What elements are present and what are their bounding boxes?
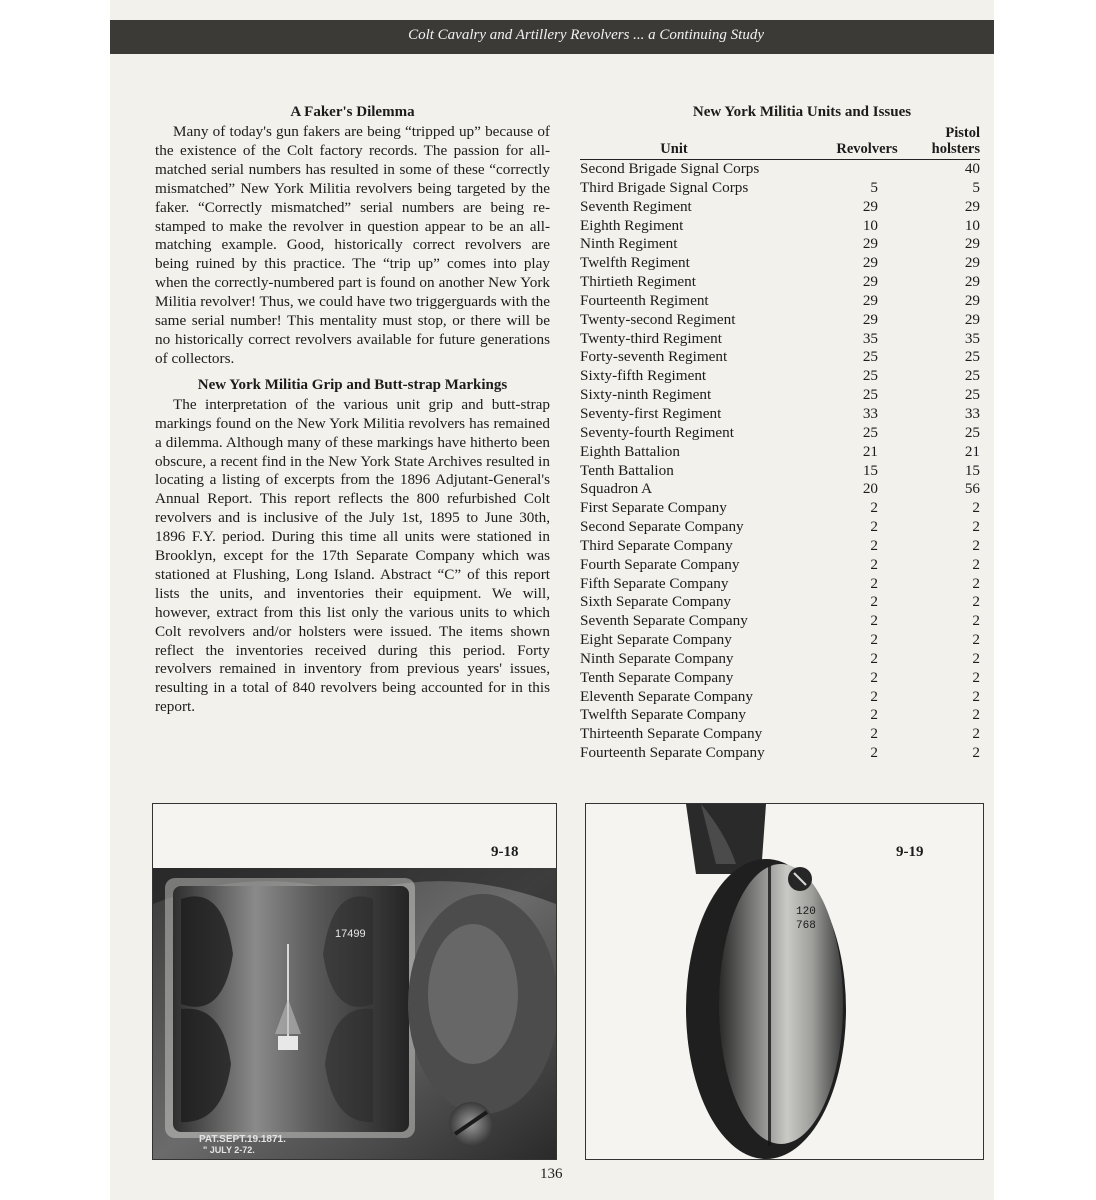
table-row [580, 725, 980, 744]
figure-9-19-frame [585, 803, 984, 1160]
cell-unit: Forty-seventh Regiment [580, 348, 728, 366]
figure-serial-text: 17499 [335, 928, 366, 940]
cell-revolvers: 2 [870, 649, 878, 667]
cell-revolvers: 25 [862, 367, 878, 385]
cell-holsters: 40 [964, 160, 980, 177]
cell-unit: Sixty-ninth Regiment [580, 386, 712, 404]
table-row [580, 556, 980, 575]
cell-revolvers: 2 [870, 612, 878, 630]
cell-holsters: 2 [972, 518, 980, 536]
cell-unit: Seventh Regiment [580, 197, 692, 215]
table-row [580, 405, 980, 424]
table-row [580, 311, 980, 330]
table-row [580, 386, 980, 405]
cell-revolvers [828, 160, 906, 179]
cell-holsters: 2 [972, 631, 980, 649]
cell-holsters: 56 [964, 480, 980, 498]
table-row [580, 480, 980, 499]
cell-holsters: 2 [972, 555, 980, 573]
cell-revolvers: 29 [862, 291, 878, 309]
cell-revolvers: 2 [870, 687, 878, 705]
buttstrap-marking-line1: 120 [796, 906, 816, 918]
cell-unit: Twenty-second Regiment [580, 310, 736, 328]
cell-revolvers: 2 [870, 536, 878, 554]
cell-holsters: 25 [964, 423, 980, 441]
cell-unit: Thirteenth Separate Company [580, 725, 763, 743]
cell-holsters: 25 [964, 348, 980, 366]
cell-holsters: 21 [964, 442, 980, 460]
cell-unit: Seventy-fourth Regiment [580, 423, 734, 441]
cell-holsters: 2 [972, 536, 980, 554]
cell-unit: Sixty-fifth Regiment [580, 367, 707, 385]
cell-holsters: 35 [964, 329, 980, 347]
cell-holsters: 25 [964, 367, 980, 385]
column-header-unit: Unit [580, 125, 828, 160]
running-header-title: Colt Cavalry and Artillery Revolvers ... a Continuing Study [408, 27, 764, 43]
cell-unit: Tenth Separate Company [580, 668, 734, 686]
table-row [580, 518, 980, 537]
cell-revolvers: 2 [870, 725, 878, 743]
patent-stamp-line1: PAT.SEPT.19.1871. [199, 1134, 286, 1145]
cell-holsters: 2 [972, 612, 980, 630]
cell-holsters: 29 [964, 310, 980, 328]
cell-unit: Second Separate Company [580, 518, 744, 536]
table-row [580, 160, 980, 179]
table-row [580, 424, 980, 443]
section-text-grip-markings: The interpretation of the various unit grip and butt-strap markings found on the New York Militia revolvers has remained a dilemma. Although many of these markings have hitherto been obscure, a recent find in the New York State Archives resulted in locating a listing of excerpts from the 1896 Adjutant-General's Annual Report. This report reflects the 800 refurbished Colt revolvers and is inclusive of the July 1st, 1895 to June 30th, 1896 F.Y. period. During this time all units were stationed in Brooklyn, except for the 17th Separate Company which was stationed at Flushing, Long Island. Abstract “C” of this report lists the units, and inventories their equipment. We will, however, extract from this list only the various units to which Colt revolvers and/or holsters were issued. The items shown reflect the inventories received during this period. Forty revolvers remained in inventory from previous years' issues, resulting in a total of 840 revolvers being accounted for in this report. [155, 395, 550, 716]
cell-unit: Thirtieth Regiment [580, 273, 696, 291]
cell-revolvers: 2 [870, 744, 878, 762]
cell-unit: First Separate Company [580, 499, 727, 517]
cell-revolvers: 25 [862, 386, 878, 404]
cell-unit: Second Brigade Signal Corps [580, 160, 760, 177]
cell-unit: Fifth Separate Company [580, 574, 729, 592]
table-row [580, 348, 980, 367]
cell-unit: Sixth Separate Company [580, 593, 732, 611]
cell-holsters: 2 [972, 649, 980, 667]
cell-unit: Fourteenth Regiment [580, 291, 709, 309]
table-row [580, 292, 980, 311]
cell-holsters: 10 [964, 216, 980, 234]
cell-revolvers: 29 [862, 235, 878, 253]
cell-unit: Third Brigade Signal Corps [580, 178, 749, 196]
cell-holsters: 2 [972, 668, 980, 686]
cell-unit: Third Separate Company [580, 536, 733, 554]
cell-holsters: 2 [972, 499, 980, 517]
cell-revolvers: 35 [862, 329, 878, 347]
cell-revolvers: 21 [862, 442, 878, 460]
table-row [580, 706, 980, 725]
patent-stamp-line2: " JULY 2-72. [203, 1145, 255, 1155]
buttstrap-marking-line2: 768 [796, 920, 816, 932]
left-column [155, 104, 550, 725]
cell-holsters: 29 [964, 254, 980, 272]
cell-unit: Seventh Separate Company [580, 612, 748, 630]
book-page [110, 0, 994, 1200]
cell-unit: Eighth Regiment [580, 216, 684, 234]
cell-revolvers: 2 [870, 668, 878, 686]
cell-holsters: 15 [964, 461, 980, 479]
cell-revolvers: 29 [862, 273, 878, 291]
figure-9-18-frame [152, 803, 557, 1160]
page-number: 136 [540, 1166, 563, 1182]
figure-label-9-19: 9-19 [896, 844, 924, 860]
cell-holsters: 2 [972, 725, 980, 743]
column-header-holsters-line2: holsters [931, 141, 980, 157]
cell-unit: Eighth Battalion [580, 442, 680, 460]
cell-holsters: 29 [964, 291, 980, 309]
cell-revolvers: 25 [862, 423, 878, 441]
table-row [580, 443, 980, 462]
table-header-row [580, 125, 980, 160]
cell-holsters: 33 [964, 404, 980, 422]
figure-label-9-18: 9-18 [491, 844, 519, 860]
table-row [580, 254, 980, 273]
column-header-holsters-line1: Pistol [945, 125, 980, 141]
table-title: New York Militia Units and Issues [692, 104, 912, 120]
cell-revolvers: 29 [862, 197, 878, 215]
right-column [580, 104, 984, 763]
section-heading-fakers-dilemma: A Faker's Dilemma [290, 104, 415, 120]
cell-revolvers: 5 [870, 178, 878, 196]
cell-holsters: 29 [964, 235, 980, 253]
cell-unit: Twelfth Separate Company [580, 706, 746, 724]
column-header-pistol-holsters [906, 125, 980, 160]
cell-holsters: 5 [972, 178, 980, 196]
cell-unit: Eleventh Separate Company [580, 687, 753, 705]
table-row [580, 330, 980, 349]
cell-unit: Fourth Separate Company [580, 555, 740, 573]
cell-holsters: 2 [972, 574, 980, 592]
cell-revolvers: 15 [862, 461, 878, 479]
column-header-revolvers: Revolvers [828, 125, 906, 160]
cell-unit: Ninth Separate Company [580, 649, 734, 667]
cell-unit: Eight Separate Company [580, 631, 732, 649]
table-row [580, 217, 980, 236]
cell-unit: Tenth Battalion [580, 461, 674, 479]
cell-revolvers: 20 [862, 480, 878, 498]
cell-holsters: 29 [964, 197, 980, 215]
cell-holsters: 2 [972, 593, 980, 611]
table-row [580, 593, 980, 612]
cell-revolvers: 2 [870, 555, 878, 573]
cell-revolvers: 2 [870, 706, 878, 724]
table-row [580, 462, 980, 481]
cell-holsters: 2 [972, 706, 980, 724]
cell-unit: Fourteenth Separate Company [580, 744, 765, 762]
cell-revolvers: 2 [870, 518, 878, 536]
cell-revolvers: 29 [862, 310, 878, 328]
cell-holsters: 25 [964, 386, 980, 404]
table-row [580, 744, 980, 763]
cell-unit: Seventy-first Regiment [580, 404, 722, 422]
cell-revolvers: 29 [862, 254, 878, 272]
table-body [580, 160, 980, 764]
cell-unit: Twelfth Regiment [580, 254, 690, 272]
cell-revolvers: 2 [870, 574, 878, 592]
table-row [580, 612, 980, 631]
cell-revolvers: 33 [862, 404, 878, 422]
table-row [580, 367, 980, 386]
table-row [580, 650, 980, 669]
table-row [580, 273, 980, 292]
table-row [580, 235, 980, 254]
section-heading-grip-markings: New York Militia Grip and Butt-strap Markings [197, 376, 508, 393]
cell-revolvers: 10 [862, 216, 878, 234]
section-text-fakers-dilemma: Many of today's gun fakers are being “tripped up” because of the existence of the Colt factory records. The passion for all-matched serial numbers has resulted in some of these “correctly mismatched” New York Militia revolvers being targeted by the faker. “Correctly mismatched” serial numbers are being re-stamped to make the revolver in question appear to be an all-matching example. Good, historically correct revolvers are being ruined by this practice. The “trip up” comes into play when the correctly-numbered part is found on another New York Militia revolver! Thus, we could have two triggerguards with the same serial number! This mentality must stop, or there will be no historically correct revolvers available for future generations of collectors. [155, 123, 550, 367]
cell-unit: Twenty-third Regiment [580, 329, 722, 347]
cell-revolvers: 2 [870, 593, 878, 611]
table-row [580, 537, 980, 556]
cell-revolvers: 25 [862, 348, 878, 366]
cell-unit: Squadron A [580, 480, 653, 498]
table-row [580, 631, 980, 650]
table-row [580, 198, 980, 217]
table-row [580, 575, 980, 594]
cell-holsters: 29 [964, 273, 980, 291]
cell-revolvers: 2 [870, 631, 878, 649]
cell-unit: Ninth Regiment [580, 235, 678, 253]
table-row [580, 179, 980, 198]
table-row [580, 499, 980, 518]
table-row [580, 669, 980, 688]
units-issues-table [580, 125, 980, 763]
cell-holsters: 2 [972, 744, 980, 762]
cell-holsters: 2 [972, 687, 980, 705]
table-row [580, 688, 980, 707]
cell-revolvers: 2 [870, 499, 878, 517]
